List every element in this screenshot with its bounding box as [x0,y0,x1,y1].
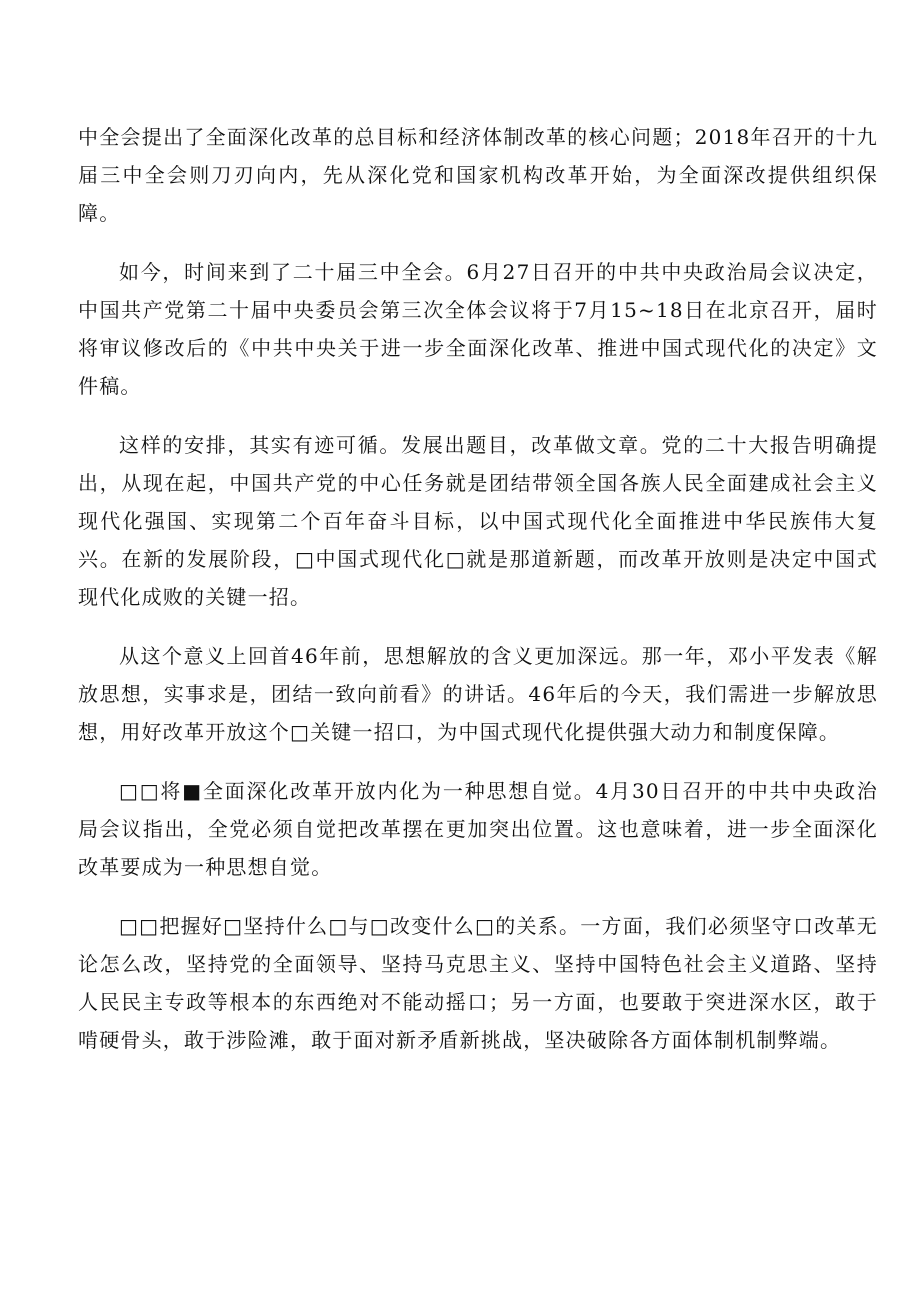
paragraph-2: 如今，时间来到了二十届三中全会。6月27日召开的中共中央政治局会议决定，中国共产党第二十届中央委员会第三次全体会议将于7月15~18日在北京召开，届时将审议修改后的《中共中央关于进一步全面深化改革、推进中国式现代化的决定》文件稿。 [78,260,878,398]
document-page [78,118,878,1080]
paragraph-3: 这样的安排，其实有迹可循。发展出题目，改革做文章。党的二十大报告明确提出，从现在起，中国共产党的中心任务就是团结带领全国各族人民全面建成社会主义现代化强国、实现第二个百年奋斗目标，以中国式现代化全面推进中华民族伟大复兴。在新的发展阶段，□中国式现代化□就是那道新题，而改革开放则是决定中国式现代化成败的关键一招。 [78,433,878,609]
paragraph-4: 从这个意义上回首46年前，思想解放的含义更加深远。那一年，邓小平发表《解放思想，实事求是，团结一致向前看》的讲话。46年后的今天，我们需进一步解放思想，用好改革开放这个□关键一招口，为中国式现代化提供强大动力和制度保障。 [78,644,878,744]
paragraph-5: □□将■全面深化改革开放内化为一种思想自觉。4月30日召开的中共中央政治局会议指出，全党必须自觉把改革摆在更加突出位置。这也意味着，进一步全面深化改革要成为一种思想自觉。 [78,779,878,879]
paragraph-1: 中全会提出了全面深化改革的总目标和经济体制改革的核心问题；2018年召开的十九届三中全会则刀刃向内，先从深化党和国家机构改革开始，为全面深改提供组织保障。 [78,125,878,225]
paragraph-6: □□把握好□坚持什么□与□改变什么□的关系。一方面，我们必须坚守口改革无论怎么改，坚持党的全面领导、坚持马克思主义、坚持中国特色社会主义道路、坚持人民民主专政等根本的东西绝对不能动摇口；另一方面，也要敢于突进深水区，敢于啃硬骨头，敢于涉险滩，敢于面对新矛盾新挑战，坚决破除各方面体制机制弊端。 [78,914,878,1052]
